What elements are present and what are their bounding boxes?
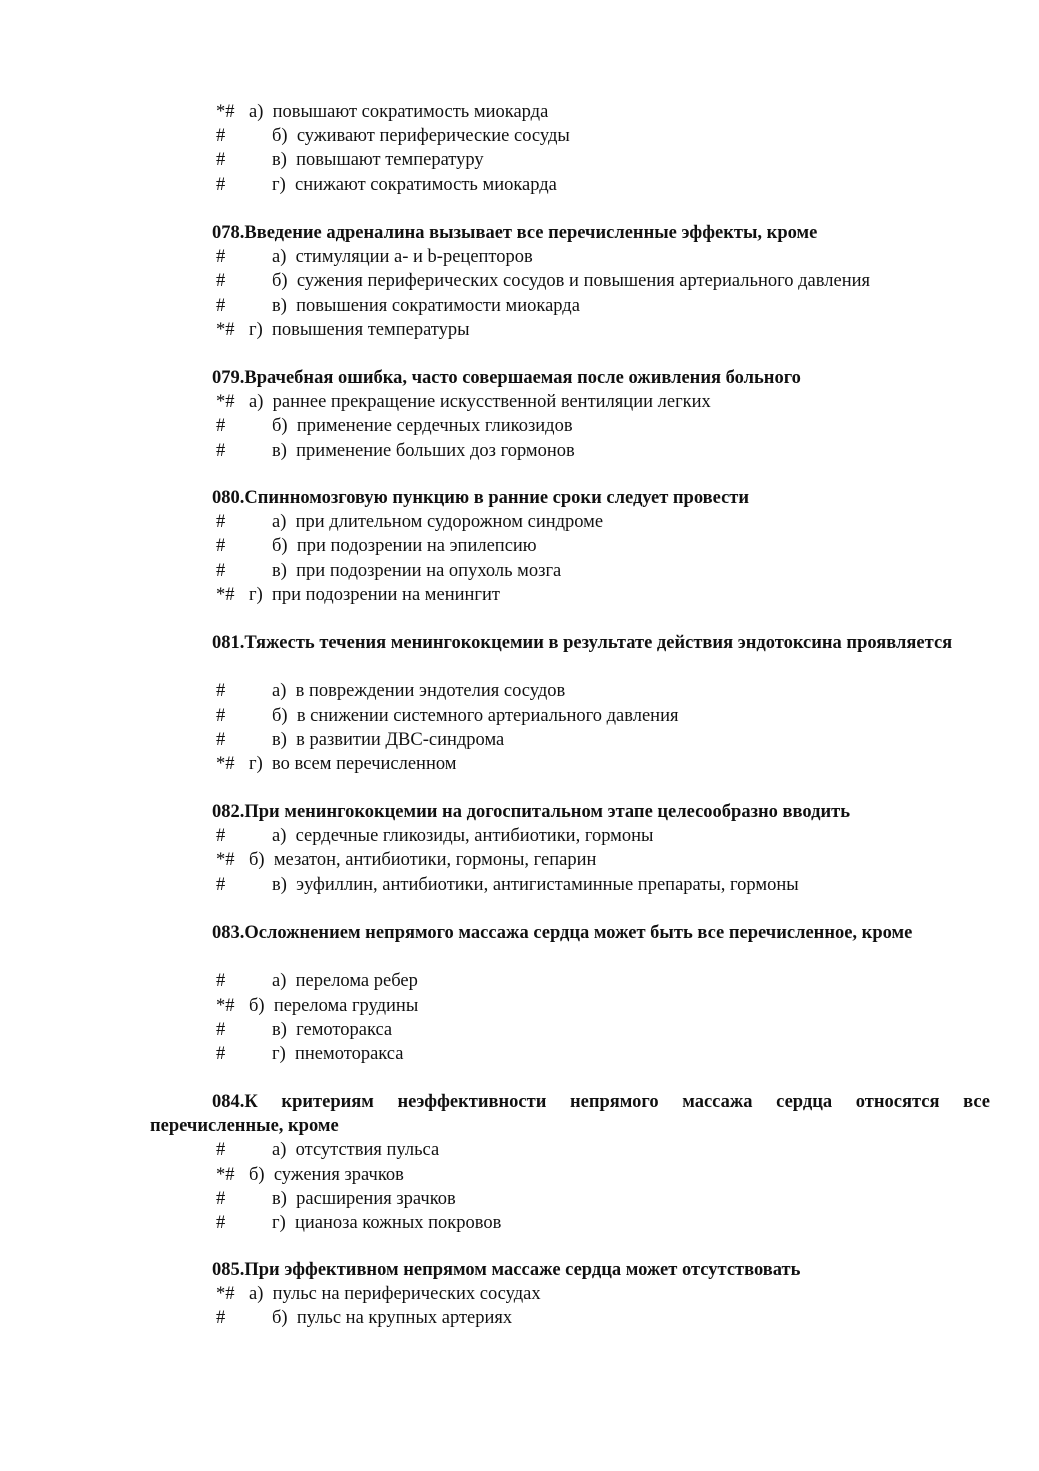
answer-option [0, 559, 1039, 583]
answer-marker: # [216, 1308, 226, 1329]
answer-text: а) перелома ребер [272, 971, 418, 992]
answer-text: в) повышают температуру [272, 150, 484, 171]
answer-text: а) пульс на периферических сосудах [249, 1284, 541, 1305]
answer-text: а) повышают сократимость миокарда [249, 102, 549, 122]
answer-text: г) повышения температуры [249, 319, 470, 340]
answer-option [0, 994, 1039, 1018]
answer-option [0, 1042, 1039, 1066]
answer-option [0, 318, 1039, 342]
answer-text: в) гемоторакса [272, 1019, 393, 1040]
answer-text: а) отсутствия пульса [272, 1140, 440, 1161]
answer-text: г) при подозрении на менингит [249, 584, 500, 605]
answer-option [0, 1282, 1039, 1306]
answer-option [0, 728, 1039, 752]
question-title: 084.К критериям неэффективности непрямого массажа сердца относятся все перечисленные, кроме [150, 1092, 990, 1137]
answer-marker: # [216, 126, 226, 147]
answer-option [0, 1018, 1039, 1042]
answer-option [0, 1211, 1039, 1235]
answer-marker: # [216, 295, 226, 316]
answer-text: б) пульс на крупных артериях [272, 1308, 513, 1329]
correct-answer-marker: *# [216, 392, 235, 413]
answer-option [0, 245, 1039, 269]
answer-marker: # [216, 440, 226, 461]
answer-marker: # [216, 1213, 226, 1233]
answer-text: г) цианоза кожных покровов [272, 1213, 502, 1233]
answer-text: в) в развитии ДВС-синдрома [272, 729, 505, 750]
answer-text: в) повышения сократимости миокарда [272, 295, 580, 316]
answer-marker: # [216, 174, 226, 195]
answer-text: б) суживают периферические сосуды [272, 126, 570, 147]
answer-marker: # [216, 271, 226, 292]
answer-marker: # [216, 1044, 226, 1064]
answer-option [0, 679, 1039, 703]
answer-text: г) во всем перечисленном [249, 754, 457, 774]
answer-marker: # [216, 971, 226, 992]
answer-option [0, 124, 1039, 148]
question-title: 080.Спинномозговую пункцию в ранние сроки следует провести [212, 488, 750, 508]
answer-text: а) при длительном судорожном синдроме [272, 512, 604, 533]
correct-answer-marker: *# [216, 850, 235, 871]
answer-option [0, 583, 1039, 607]
answer-option [0, 269, 1039, 293]
answer-marker: # [216, 1188, 226, 1209]
answer-option [0, 510, 1039, 534]
answer-marker: # [216, 705, 226, 726]
answer-text: б) применение сердечных гликозидов [272, 416, 573, 437]
answer-marker: # [216, 826, 226, 847]
answer-option [0, 752, 1039, 776]
answer-marker: # [216, 512, 226, 533]
question-title: 082.При менингококцемии на догоспитальном этапе целесообразно вводить [212, 802, 851, 822]
answer-marker: # [216, 729, 226, 750]
answer-text: б) сужения периферических сосудов и повышения артериального давления [272, 271, 870, 292]
question-title: 078.Введение адреналина вызывает все перечисленные эффекты, кроме [212, 223, 818, 243]
answer-option [0, 873, 1039, 897]
answer-option [0, 173, 1039, 197]
correct-answer-marker: *# [216, 1284, 235, 1305]
answer-option [0, 969, 1039, 993]
question-title: 079.Врачебная ошибка, часто совершаемая после оживления больного [212, 368, 801, 388]
answer-option [0, 439, 1039, 463]
answer-text: г) снижают сократимость миокарда [272, 174, 557, 195]
answer-text: в) применение больших доз гормонов [272, 440, 575, 461]
question-title: 085.При эффективном непрямом массаже сердца может отсутствовать [212, 1260, 801, 1280]
answer-marker: # [216, 247, 226, 268]
question-title: 081.Тяжесть течения менингококцемии в результате действия эндотоксина проявляется [212, 633, 953, 653]
correct-answer-marker: *# [216, 584, 235, 605]
correct-answer-marker: *# [216, 1164, 235, 1185]
answer-text: б) мезатон, антибиотики, гормоны, гепарин [249, 850, 597, 871]
correct-answer-marker: *# [216, 995, 235, 1016]
answer-marker: # [216, 874, 226, 895]
answer-option [0, 1163, 1039, 1187]
answer-text: а) сердечные гликозиды, антибиотики, гормоны [272, 826, 654, 847]
answer-text: б) сужения зрачков [249, 1164, 404, 1185]
answer-marker: # [216, 1019, 226, 1040]
answer-text: а) раннее прекращение искусственной вентиляции легких [249, 392, 711, 413]
answer-marker: # [216, 681, 226, 702]
correct-answer-marker: *# [216, 319, 235, 340]
answer-text: б) в снижении системного артериального давления [272, 705, 679, 726]
answer-option [0, 848, 1039, 872]
answer-option [0, 824, 1039, 848]
answer-marker: # [216, 536, 226, 557]
answer-text: б) перелома грудины [249, 995, 419, 1016]
answer-text: г) пнемоторакса [272, 1044, 404, 1064]
answer-option [0, 534, 1039, 558]
correct-answer-marker: *# [216, 102, 235, 122]
answer-option [0, 100, 1039, 124]
answer-option [0, 1187, 1039, 1211]
answer-marker: # [216, 1140, 226, 1161]
answer-text: в) эуфиллин, антибиотики, антигистаминные препараты, гормоны [272, 874, 799, 895]
answer-text: а) стимуляции а- и b-рецепторов [272, 247, 533, 268]
answer-marker: # [216, 150, 226, 171]
answer-text: а) в повреждении эндотелия сосудов [272, 681, 566, 702]
answer-option [0, 390, 1039, 414]
answer-marker: # [216, 560, 226, 581]
answer-text: б) при подозрении на эпилепсию [272, 536, 537, 557]
answer-option [0, 1138, 1039, 1162]
answer-option [0, 704, 1039, 728]
correct-answer-marker: *# [216, 754, 235, 774]
answer-option [0, 1306, 1039, 1330]
answer-marker: # [216, 416, 226, 437]
answer-option [0, 148, 1039, 172]
answer-text: в) при подозрении на опухоль мозга [272, 560, 562, 581]
answer-option [0, 414, 1039, 438]
answer-text: в) расширения зрачков [272, 1188, 456, 1209]
question-title: 083.Осложнением непрямого массажа сердца может быть все перечисленное, кроме [212, 923, 913, 943]
answer-option [0, 294, 1039, 318]
